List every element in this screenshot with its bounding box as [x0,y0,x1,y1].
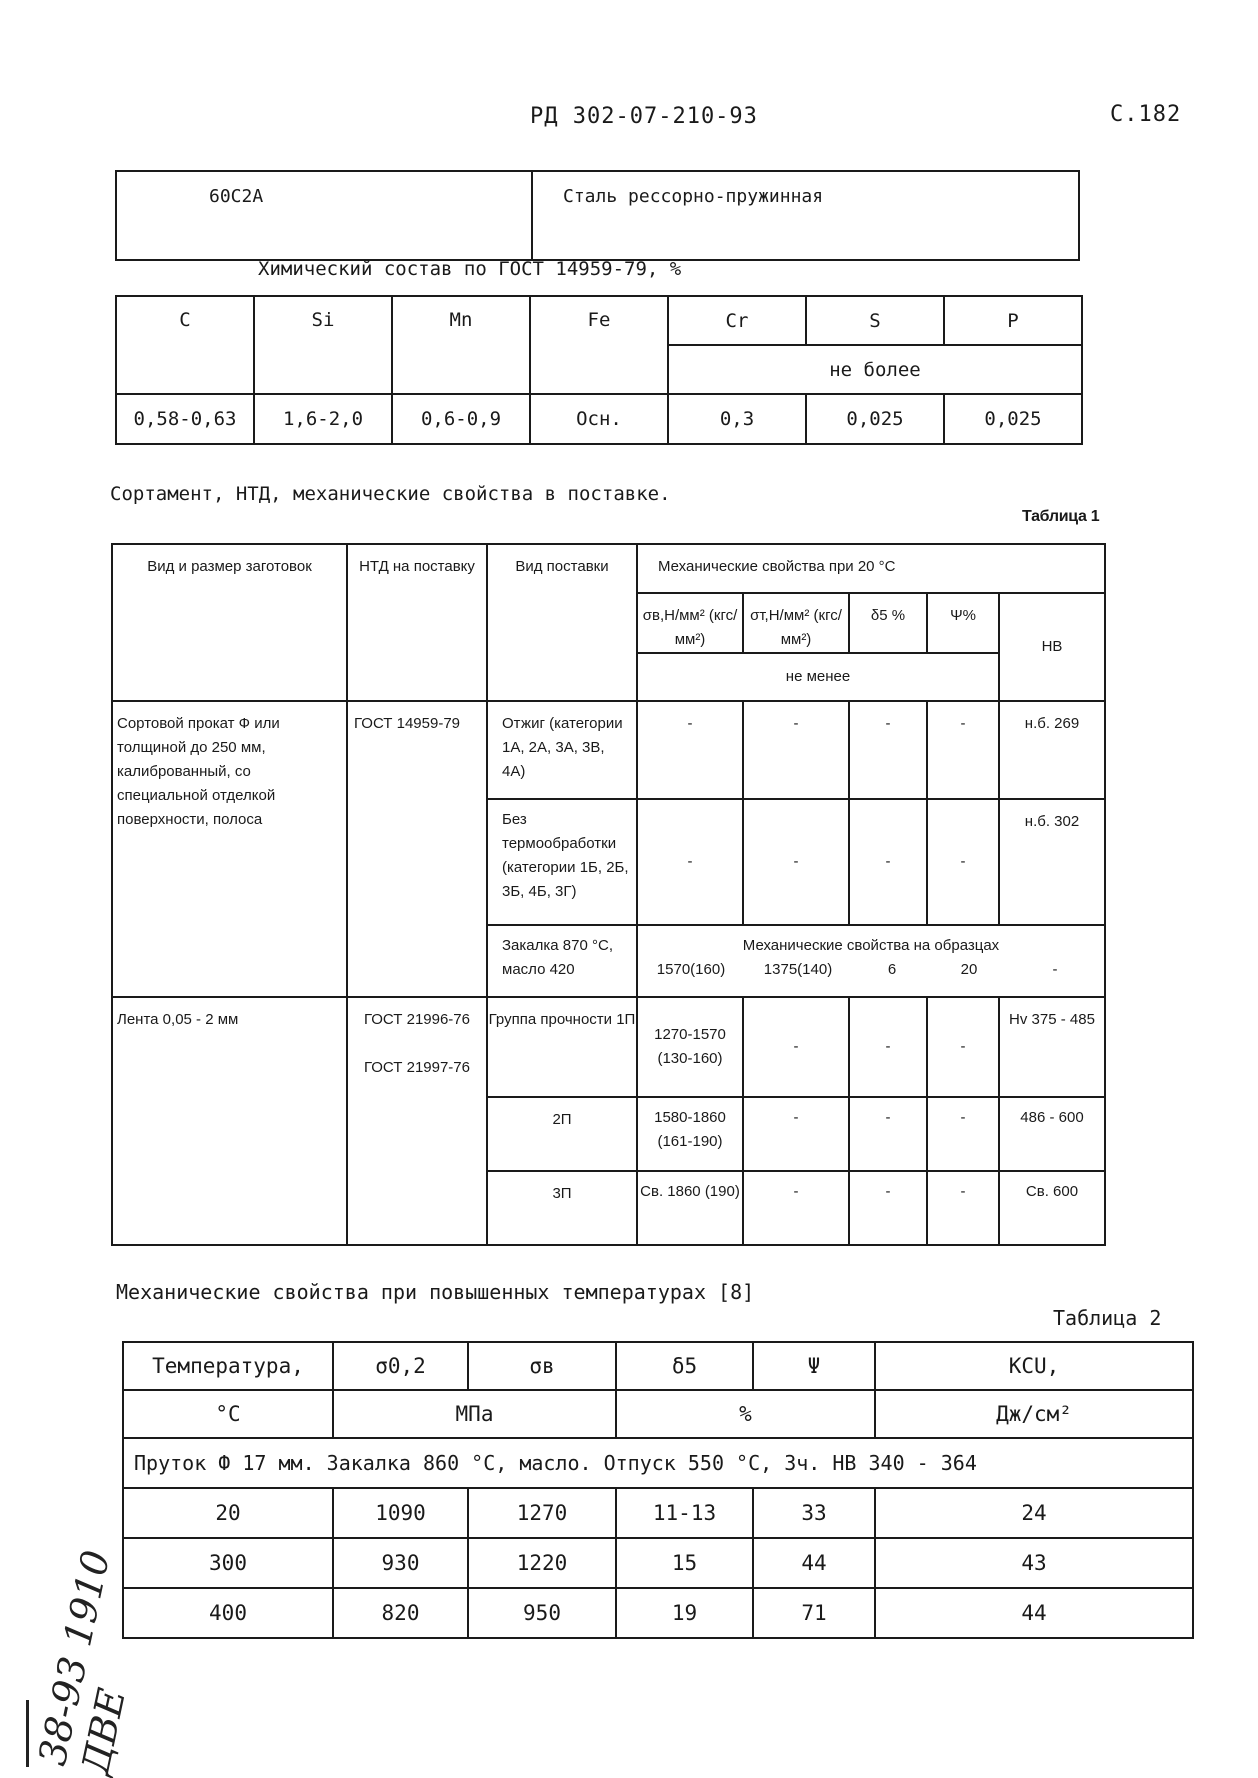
t1-r1a-sb: - [637,701,743,799]
t1-section-title: Сортамент, НТД, механические свойства в поставке. [110,483,671,505]
t1-r2a-psi: - [927,997,999,1097]
t2-cell: 24 [875,1488,1193,1538]
t2-h-d5: δ5 [616,1342,753,1390]
t1-r1c-hb: - [1052,961,1058,978]
t2-group-row: Пруток Ф 17 мм. Закалка 860 °С, масло. Отпуск 550 °С, 3ч. НВ 340 - 364 [123,1438,1193,1488]
t1-r1b-d5: - [849,799,927,925]
table-row [123,1488,1193,1538]
t1-label: Таблица 1 [1022,508,1100,525]
t2-cell: 15 [616,1538,753,1588]
t1-r1-kind: Сортовой прокат Ф или толщиной до 250 мм, калиброванный, со специальной отделкой поверхности, полоса [112,701,347,997]
t2-cell: 19 [616,1588,753,1638]
t1-r1c-d5: 6 [887,961,897,978]
t1-r2a-d5: - [849,997,927,1097]
t2-h-s02: σ0,2 [333,1342,468,1390]
t1-r2-ntd [347,997,487,1245]
t1-r2c-psi: - [927,1171,999,1245]
table-row [123,1538,1193,1588]
t1-r2c-delivery: 3П [487,1171,637,1245]
t1-r2a-st: - [743,997,849,1097]
t2-h-mpa: МПа [333,1390,616,1438]
t1-r1a-delivery: Отжиг (категории 1А, 2А, 3А, 3В, 4А) [487,701,637,799]
table-1 [111,543,1106,1246]
margin-handwritten-note: 38-93 1910 ДВЕ [30,1546,135,1778]
chem-value: 0,3 [668,394,806,444]
chem-value: 1,6-2,0 [254,394,392,444]
t1-r1b-delivery: Без термообработки (категории 1Б, 2Б, 3Б, 4Б, 3Г) [487,799,637,925]
t1-r1c-psi: 20 [960,961,978,978]
t2-cell: 950 [468,1588,616,1638]
document-code: РД 302-07-210-93 [530,104,758,129]
page-number: С.182 [1110,102,1182,127]
t1-r1-ntd: ГОСТ 14959-79 [347,701,487,997]
t2-cell: 930 [333,1538,468,1588]
t1-h-kind: Вид и размер заготовок [112,544,347,701]
chem-col-cr: Cr [668,296,806,345]
t1-r1c-note: Механические свойства на образцах [742,937,1000,954]
t1-r1b-st: - [743,799,849,925]
t2-cell: 820 [333,1588,468,1638]
t1-r2a-delivery: Группа прочности 1П [487,997,637,1097]
margin-bar [26,1700,29,1767]
t1-h-ntd: НТД на поставку [347,544,487,701]
t2-h-temp: Температура, [123,1342,333,1390]
t1-r1a-st: - [743,701,849,799]
chem-value: 0,025 [806,394,944,444]
t2-cell: 43 [875,1538,1193,1588]
chem-value: 0,58-0,63 [116,394,254,444]
t1-r2-kind: Лента 0,05 - 2 мм [112,997,347,1245]
t1-r2a-sb: 1270-1570 (130-160) [637,997,743,1097]
chem-table [115,295,1083,445]
t2-cell: 300 [123,1538,333,1588]
t1-r1c-sb: 1570(160) [656,961,726,978]
t1-r2b-sb: 1580-1860 (161-190) [637,1097,743,1171]
t1-r1c-delivery: Закалка 870 °С, масло 420 [487,925,637,997]
t1-h-psi: Ψ% [927,593,999,653]
t1-r1a-hb: н.б. 269 [999,701,1105,799]
t1-r1c-block [637,925,1105,997]
t2-cell: 33 [753,1488,875,1538]
t1-r1b-sb: - [637,799,743,925]
grade-code: 60С2А [116,171,532,260]
t1-r2b-hb: 486 - 600 [999,1097,1105,1171]
t2-cell: 20 [123,1488,333,1538]
t2-cell: 44 [753,1538,875,1588]
t2-cell: 1090 [333,1488,468,1538]
t1-r2-ntd2: ГОСТ 21997-76 [363,1059,470,1076]
t1-r2b-delivery: 2П [487,1097,637,1171]
chem-col-s: S [806,296,944,345]
t1-r2c-d5: - [849,1171,927,1245]
t1-r2b-st: - [743,1097,849,1171]
grade-name: Сталь рессорно-пружинная [532,171,1079,260]
chem-value: 0,025 [944,394,1082,444]
t1-r1a-d5: - [849,701,927,799]
t1-h-st: σт,Н/мм² (кгс/мм²) [743,593,849,653]
t2-cell: 1270 [468,1488,616,1538]
chem-value: 0,6-0,9 [392,394,530,444]
t2-cell: 71 [753,1588,875,1638]
table-row [123,1588,1193,1638]
t2-h-kcu: KCU, [875,1342,1193,1390]
t2-h-pct: % [616,1390,875,1438]
t1-h-sb: σв,Н/мм² (кгс/мм²) [637,593,743,653]
chem-col-si: Si [254,296,392,394]
t1-r2c-st: - [743,1171,849,1245]
t2-label: Таблица 2 [1053,1306,1162,1330]
chem-not-more: не более [668,345,1082,394]
grade-box [115,170,1080,261]
t1-r1c-st: 1375(140) [763,961,833,978]
t1-r2a-hb: Hv 375 - 485 [999,997,1105,1097]
t2-cell: 400 [123,1588,333,1638]
t1-r1b-hb: н.б. 302 [999,799,1105,925]
t1-h-mech: Механические свойства при 20 °С [637,544,1105,593]
t2-h-kcu-unit: Дж/см² [875,1390,1193,1438]
t1-r2b-psi: - [927,1097,999,1171]
t1-h-notless: не менее [637,653,999,701]
t1-r2c-sb: Св. 1860 (190) [637,1171,743,1245]
t1-h-hb: НВ [999,593,1105,701]
t1-r1a-psi: - [927,701,999,799]
t1-h-d5: δ5 % [849,593,927,653]
t2-h-psi: Ψ [753,1342,875,1390]
t2-cell: 44 [875,1588,1193,1638]
chem-value: Осн. [530,394,668,444]
chem-col-fe: Fe [530,296,668,394]
chem-col-p: P [944,296,1082,345]
t1-h-delivery: Вид поставки [487,544,637,701]
chem-title: Химический состав по ГОСТ 14959-79, % [258,258,682,280]
t1-r1b-psi: - [927,799,999,925]
t1-r2-ntd1: ГОСТ 21996-76 [363,1011,470,1028]
t1-r2c-hb: Св. 600 [999,1171,1105,1245]
t2-cell: 11-13 [616,1488,753,1538]
t2-section-title: Механические свойства при повышенных температурах [8] [116,1280,755,1304]
table-2 [122,1341,1194,1639]
t1-r2b-d5: - [849,1097,927,1171]
chem-col-mn: Mn [392,296,530,394]
chem-col-c: C [116,296,254,394]
t2-h-sb: σв [468,1342,616,1390]
t2-h-temp-unit: °С [123,1390,333,1438]
t2-cell: 1220 [468,1538,616,1588]
